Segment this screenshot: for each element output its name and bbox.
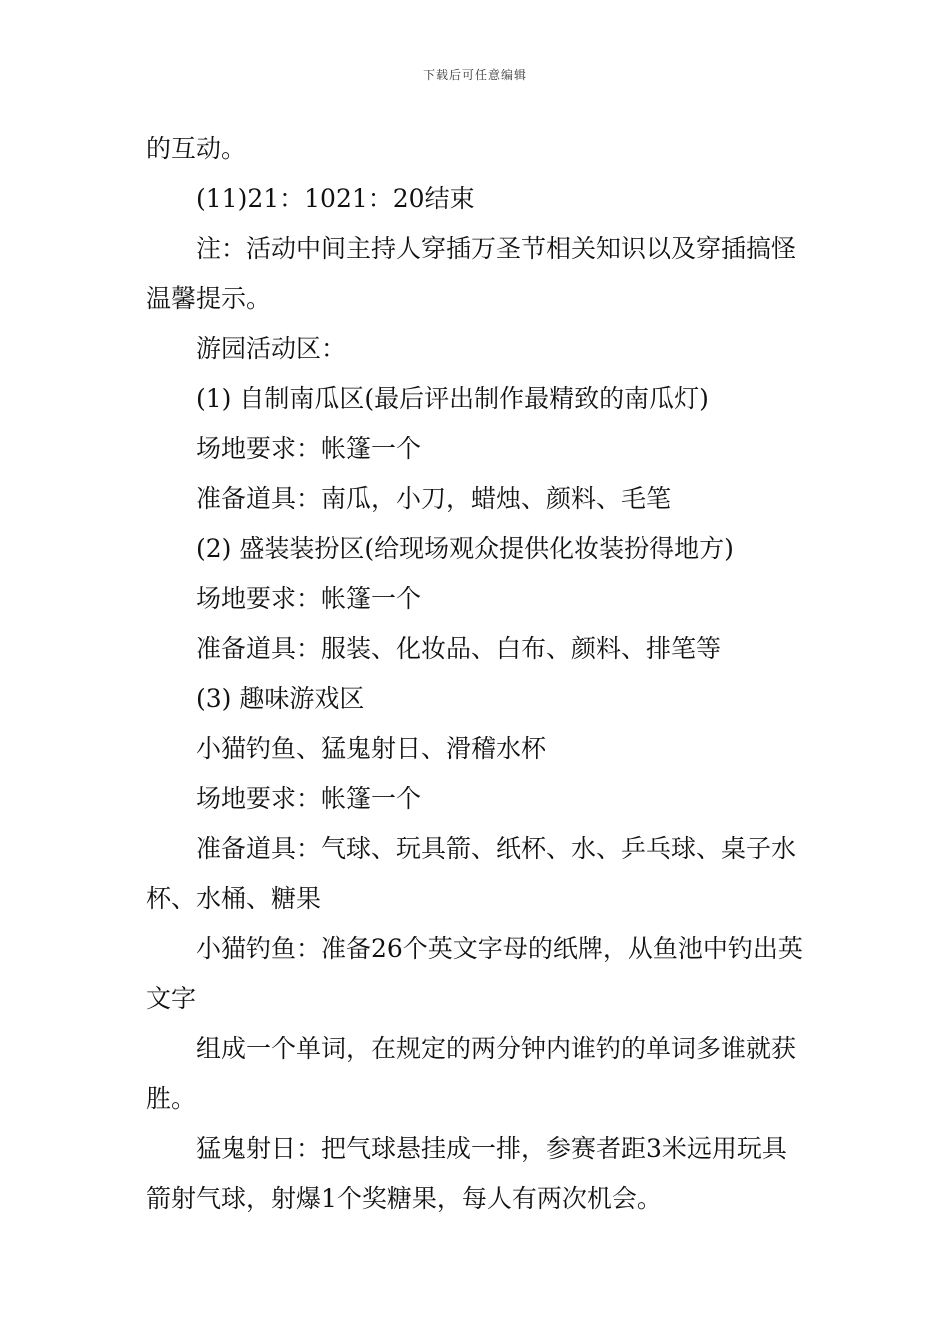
paragraph: 场地要求：帐篷一个 (196, 584, 422, 613)
paragraph: 小猫钓鱼、猛鬼射日、滑稽水杯 (196, 734, 547, 763)
paragraph: 场地要求：帐篷一个 (196, 434, 422, 463)
page-header: 下载后可任意编辑 (422, 68, 527, 82)
document-body (146, 124, 810, 1224)
paragraph: 小猫钓鱼：准备26个英文字母的纸牌，从鱼池中钓出英文字 (146, 934, 803, 1013)
paragraph: (11)21：1021：20结束 (196, 184, 475, 213)
paragraph: 组成一个单词，在规定的两分钟内谁钓的单词多谁就获胜。 (146, 1034, 797, 1113)
paragraph: 游园活动区： (196, 334, 347, 363)
paragraph: (2) 盛装装扮区(给现场观众提供化妆装扮得地方) (196, 534, 734, 563)
paragraph: 准备道具：服装、化妆品、白布、颜料、排笔等 (196, 634, 722, 663)
paragraph: 猛鬼射日：把气球悬挂成一排，参赛者距3米远用玩具箭射气球，射爆1个奖糖果，每人有两次机会。 (146, 1134, 787, 1213)
paragraph: 准备道具：南瓜，小刀，蜡烛、颜料、毛笔 (196, 484, 672, 513)
paragraph: 注：活动中间主持人穿插万圣节相关知识以及穿插搞怪温馨提示。 (146, 234, 797, 313)
paragraph: 场地要求：帐篷一个 (196, 784, 422, 813)
paragraph: (3) 趣味游戏区 (196, 684, 365, 713)
paragraph: 准备道具：气球、玩具箭、纸杯、水、乒乓球、桌子水杯、水桶、糖果 (146, 834, 797, 913)
paragraph: (1) 自制南瓜区(最后评出制作最精致的南瓜灯) (196, 384, 709, 413)
paragraph: 的互动。 (146, 134, 247, 163)
